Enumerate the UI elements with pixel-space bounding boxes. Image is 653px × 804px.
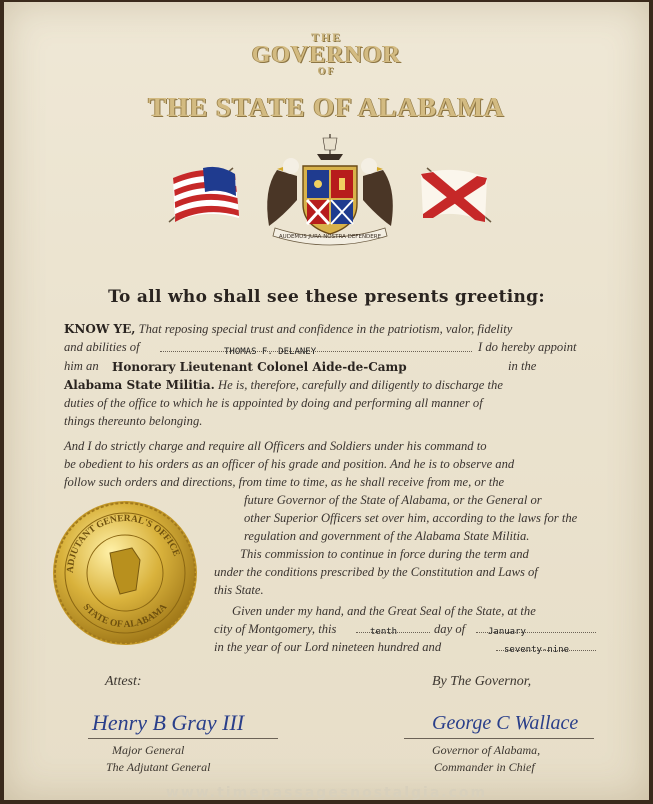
by-governor-label: By The Governor,	[432, 674, 532, 689]
body-p2-2: be obedient to his orders as an officer of his grade and position. And he is to observe and	[64, 457, 515, 471]
adjutant-title-1: Major General	[112, 743, 185, 757]
governor-signature: George C Wallace	[432, 712, 579, 734]
body-line-5: duties of the office to which he is appointed by doing and performing all manner of	[64, 396, 483, 410]
body-p2-3: follow such orders and directions, from time to time, as he shall receive from me, or the	[64, 475, 505, 489]
seal-ring-text: ADJUTANT GENERAL'S OFFICE	[65, 513, 181, 574]
appointee-name: THOMAS F. DELANEY	[224, 347, 317, 357]
body-p3-3: this State.	[214, 583, 264, 597]
body-line-3b: in the	[508, 359, 537, 373]
body-line-6: things thereunto belonging.	[64, 414, 203, 428]
body-p4-3a: in the year of our Lord nineteen hundred and	[214, 640, 442, 654]
gold-seal	[50, 498, 200, 648]
us-flag-icon	[169, 167, 239, 222]
body-p4-2a: city of Montgomery, this	[214, 622, 337, 636]
body-line-4: He is, therefore, carefully and diligently to discharge the	[217, 378, 503, 392]
governor-title-1: Governor of Alabama,	[432, 743, 541, 757]
know-ye: KNOW YE,	[64, 322, 136, 336]
body-p2-5: other Superior Officers set over him, according to the laws for the	[244, 511, 578, 525]
governor-title-2: Commander in Chief	[434, 760, 535, 774]
header-the: THE	[310, 30, 343, 44]
body-p4-2b: day of	[434, 622, 466, 636]
header-state: THE STATE OF ALABAMA	[148, 92, 505, 122]
left-eagle-icon	[267, 158, 299, 226]
watermark: www.timepassagesnostalgia.com	[165, 785, 488, 801]
body-p4-1: Given under my hand, and the Great Seal of the State, at the	[232, 604, 536, 618]
militia-name: Alabama State Militia.	[64, 378, 215, 392]
state-coat-of-arms	[165, 130, 495, 250]
adjutant-signature: Henry B Gray III	[92, 710, 245, 735]
body-p3-2: under the conditions prescribed by the Constitution and Laws of	[214, 565, 538, 579]
body-line-1: That reposing special trust and confidence in the patriotism, valor, fidelity	[138, 322, 513, 336]
attest-label: Attest:	[105, 674, 142, 689]
body-p2-6: regulation and government of the Alabama State Militia.	[244, 529, 530, 543]
seal-bottom-text: STATE OF ALABAMA	[80, 602, 170, 631]
header-of: OF	[317, 66, 336, 77]
ship-icon	[317, 134, 343, 160]
body-p2-1: And I do strictly charge and require all Officers and Soldiers under his command to	[64, 439, 487, 453]
shield-icon	[303, 166, 357, 234]
body-p2-4: future Governor of the State of Alabama, or the General or	[244, 493, 542, 507]
right-eagle-icon	[361, 158, 393, 226]
year-value: seventy-nine	[504, 645, 570, 655]
day-value: tenth	[370, 627, 398, 637]
month-value: January	[488, 627, 526, 637]
appointment-rank: Honorary Lieutenant Colonel Aide-de-Camp	[112, 360, 407, 374]
body-line-3a: him an	[64, 359, 99, 373]
greeting-heading: To all who shall see these presents greeting:	[108, 287, 545, 307]
motto-text: AUDEMUS JURA NOSTRA DEFENDERE	[278, 234, 382, 240]
alabama-flag-icon	[421, 168, 491, 222]
adjutant-title-2: The Adjutant General	[106, 760, 211, 774]
body-line-2b: I do hereby appoint	[478, 340, 577, 354]
body-line-2a: and abilities of	[64, 340, 140, 354]
header-governor: GOVERNOR	[251, 42, 402, 68]
body-p3-1: This commission to continue in force during the term and	[240, 547, 529, 561]
